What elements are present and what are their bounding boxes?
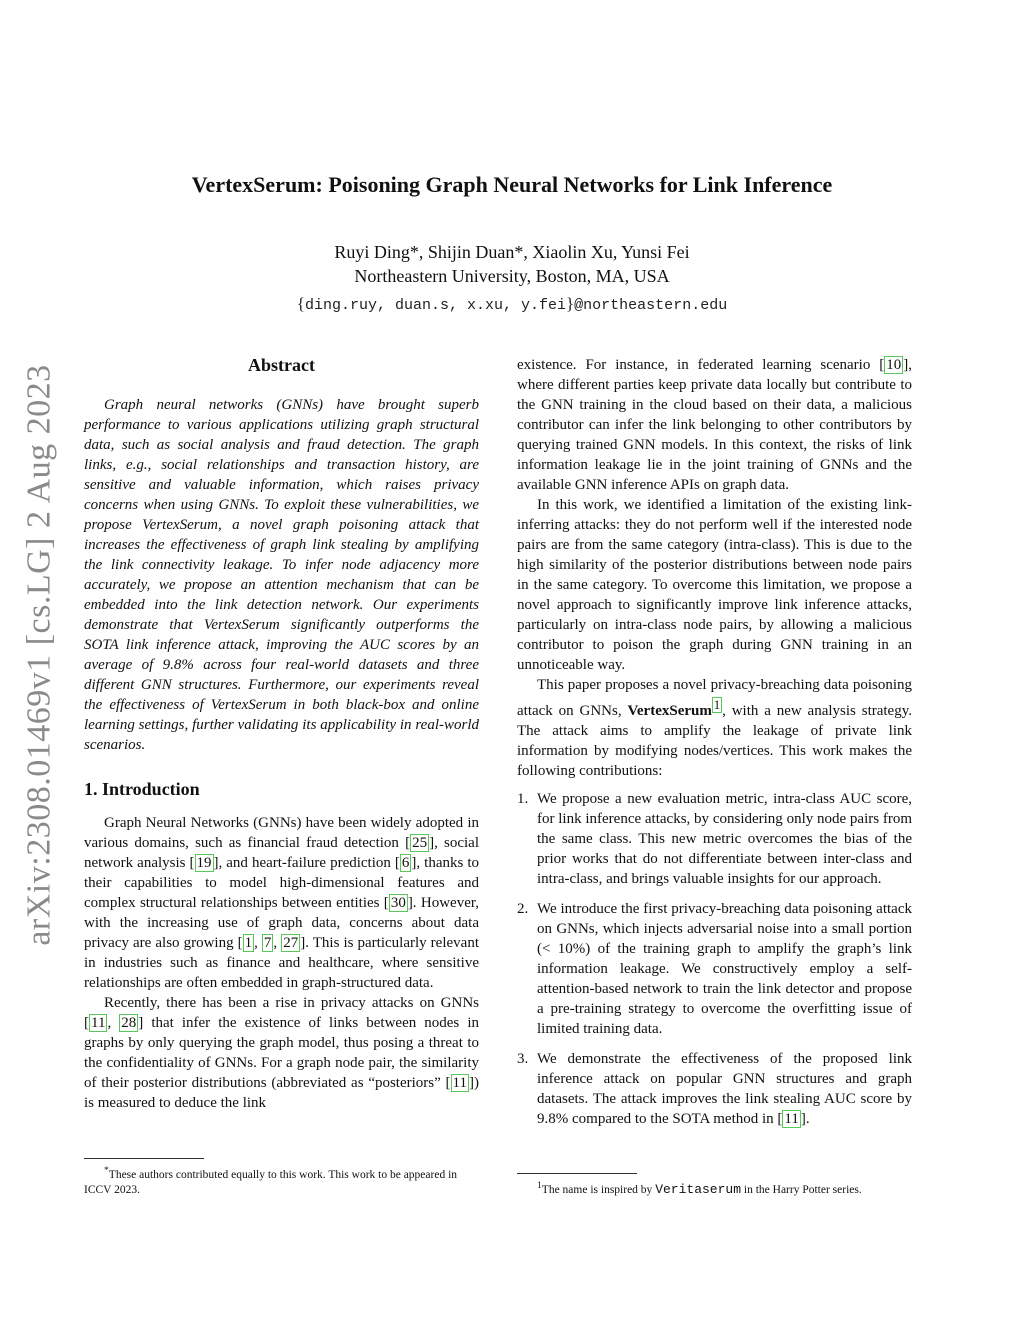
- paper-title: VertexSerum: Poisoning Graph Neural Networks for Link Inference: [191, 172, 833, 197]
- right-paragraph-2: In this work, we identified a limitation of the existing link-inferring attacks: they do not perform well if the interested node pairs are from the same category (intra-class). This is due to the high similarity of the posterior distributions between node pairs in the same category. To overcome this limitation, we propose a novel approach to significantly improve link inference attacks, particularly on intra-class node pairs, by allowing a malicious contributor to poison the graph during GNN training in an unnoticeable way.: [517, 497, 912, 673]
- left-column: [84, 355, 479, 1113]
- right-paragraph-1: existence. For instance, in federated learning scenario [ 10 ], where different parties keep private data locally but contribute to the GNN training in the cloud based on their data, a malicious contributor can infer the link belonging to other contributors by querying trained GNN models. In this context, the risks of link information leakage lie in the joint training of GNNs and the available GNN inference APIs on graph data.: [517, 357, 912, 493]
- contribution-item: 2. We introduce the first privacy-breaching data poisoning attack on GNNs, which injects adversarial noise into a small portion (< 10%) of the training graph to amplify the graph’s link information leakage. We constructively employ a self-attention-based network to train the link detector and propose a pre-training strategy to overcome the overfitting issue of limited training data.: [517, 901, 912, 1037]
- method-name: VertexSerum: [627, 703, 712, 719]
- contribution-item: 1. We propose a new evaluation metric, intra-class AUC score, for link inference attacks, by considering only node pairs from the same class. This new metric overcomes the bias of the prior works that do not differentiate between inter-class and intra-class, and brings valuable insights for our approach.: [517, 791, 912, 887]
- footnote-left: *These authors contributed equally to this work. This work to be appeared in ICCV 2023.: [84, 1165, 458, 1196]
- citation-link[interactable]: 27: [283, 935, 299, 951]
- author-emails: {ding.ruy, duan.s, x.xu, y.fei}@northeastern.edu: [296, 294, 728, 314]
- footnote-rule: [517, 1173, 637, 1174]
- arxiv-sidebar: [20, 355, 60, 955]
- arxiv-identifier[interactable]: arXiv:2308.01469v1 [cs.LG] 2 Aug 2023: [21, 364, 59, 946]
- citation-link[interactable]: 25: [412, 835, 428, 851]
- citation-link[interactable]: 10: [886, 357, 902, 373]
- abstract-heading: Abstract: [248, 355, 315, 375]
- contribution-item: 3. We demonstrate the effectiveness of the proposed link inference attack on popular GNN structures and graph datasets. The attack improves the link stealing AUC score by 9.8% compared to the SOTA method in [ 11 ].: [517, 1051, 912, 1127]
- contributions-list: [517, 789, 912, 1129]
- citation-link[interactable]: 11: [452, 1075, 467, 1091]
- citation-link[interactable]: 7: [263, 935, 272, 951]
- affiliation: Northeastern University, Boston, MA, USA: [354, 266, 670, 286]
- citation-link[interactable]: 11: [91, 1015, 106, 1031]
- author-list: Ruyi Ding*, Shijin Duan*, Xiaolin Xu, Yunsi Fei: [334, 242, 690, 262]
- right-column: [517, 355, 912, 1139]
- citation-link[interactable]: 30: [390, 895, 406, 911]
- footnote-link[interactable]: 1: [713, 698, 721, 712]
- citation-link[interactable]: 28: [121, 1015, 137, 1031]
- introduction-heading: 1. Introduction: [84, 779, 200, 799]
- footnote-rule: [84, 1158, 204, 1159]
- intro-paragraph-1: Graph Neural Networks (GNNs) have been widely adopted in various domains, such as financial fraud detection [ 25 ], social network analysis [ 19 ], and heart-failure prediction [ 6 ], thanks to their capabilities to model high-dimensional features and complex structural relationships between entities [ 30 ]. However, with the increasing use of graph data, concerns about data privacy are also growing [ 1 , 7 , 27 ]. This is particularly relevant in industries such as finance and healthcare, where sensitive relationships are often embedded in graph-structured data.: [84, 815, 480, 991]
- footnote-right: $^1$The name is inspired by Veritaserum in the Harry Potter series.: [537, 1180, 862, 1197]
- intro-paragraph-2: Recently, there has been a rise in privacy attacks on GNNs [ 11 , 28 ] that infer the existence of links between nodes in graphs by only querying the graph model, thus posing a threat to the confidentiality of GNNs. For a graph node pair, the similarity of their posterior distributions (abbreviated as “posteriors” [ 11 ]) is measured to deduce the link: [84, 995, 479, 1111]
- citation-link[interactable]: 1: [244, 935, 253, 951]
- citation-link[interactable]: 19: [196, 855, 212, 871]
- author-block: [0, 240, 1024, 318]
- citation-link[interactable]: 11: [784, 1111, 799, 1127]
- right-paragraph-3: This paper proposes a novel privacy-breaching data poisoning attack on GNNs, VertexSerum $^1$ , with a new analysis strategy. The attack aims to amplify the leakage of private link information by modifying nodes/vertices. This work makes the following contributions:: [517, 677, 912, 779]
- abstract-text: Graph neural networks (GNNs) have brought superb performance to various applications utilizing graph structural data, such as social analysis and fraud detection. The graph links, e.g., social relationships and transaction history, are sensitive and valuable information, which raises privacy concerns when using GNNs. To exploit these vulnerabilities, we propose VertexSerum, a novel graph poisoning attack that increases the effectiveness of graph link stealing by amplifying the link connectivity leakage. To infer node adjacency more accurately, we propose an attention mechanism that can be embedded into the link detection network. Our experiments demonstrate that VertexSerum significantly outperforms the SOTA link inference attack, improving the AUC scores by an average of 9.8% across four real-world datasets and three different GNN structures. Furthermore, our experiments reveal the effectiveness of VertexSerum in both black-box and online learning settings, further validating its applicability in real-world scenarios.: [84, 397, 479, 753]
- citation-link[interactable]: 6: [401, 855, 410, 871]
